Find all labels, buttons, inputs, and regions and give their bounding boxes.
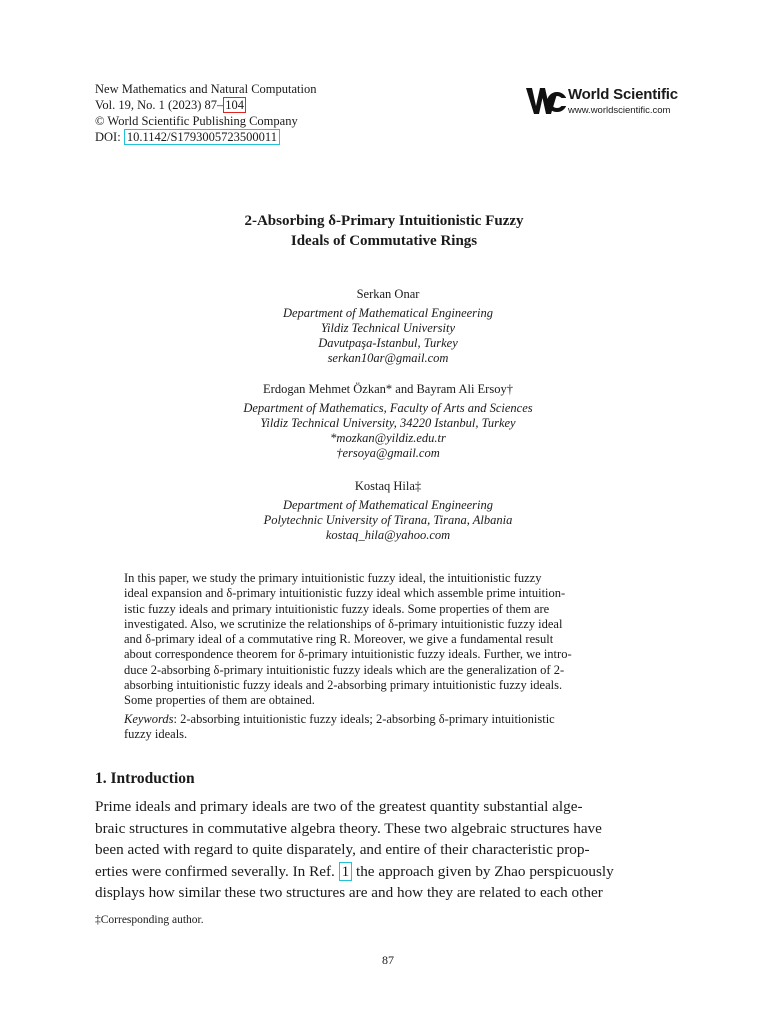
page-number: 87 [382, 953, 394, 967]
introduction-text [95, 796, 684, 904]
logo-name: World Scientific [568, 86, 678, 103]
title-line-2: Ideals of Commutative Rings [290, 233, 478, 249]
affiliation-line: Department of Mathematics, Faculty of Arts and Sciences [243, 401, 533, 415]
journal-copyright: © World Scientific Publishing Company [95, 114, 298, 128]
title-line-1: 2-Absorbing δ-Primary Intuitionistic Fuzzy [244, 213, 524, 229]
paper-title [0, 211, 768, 251]
keywords-text: : 2-absorbing intuitionistic fuzzy ideals; 2-absorbing δ-primary intuitionistic [173, 712, 555, 726]
doi-link[interactable]: 10.1142/S1793005723500011 [124, 129, 280, 145]
doi-label: DOI: [95, 130, 124, 144]
journal-doi [95, 129, 316, 145]
abstract-line: ideal expansion and δ-primary intuitionistic fuzzy ideal which assemble prime intuition- [124, 586, 566, 601]
affiliation-line: Department of Mathematical Engineering [282, 306, 494, 320]
section-heading: 1. Introduction [95, 770, 195, 787]
abstract-line: investigated. Also, we scrutinize the relationships of δ-primary intuitionistic fuzzy ideal [124, 616, 563, 631]
affiliation-line: Yildiz Technical University [320, 321, 456, 335]
journal-info [95, 81, 316, 145]
author-block-3 [0, 479, 768, 543]
author-email[interactable]: †ersoya@gmail.com [336, 446, 440, 460]
keywords-line-2: fuzzy ideals. [124, 727, 188, 742]
body-line-suffix: the approach given by Zhao perspicuously [352, 862, 614, 880]
journal-volume [95, 97, 316, 113]
end-page-link[interactable]: 104 [225, 98, 244, 112]
affiliation-line: Department of Mathematical Engineering [282, 498, 494, 512]
abstract-line: absorbing intuitionistic fuzzy ideals and 2-absorbing primary intuitionistic fuzzy ideals. [124, 678, 563, 693]
author-names: Kostaq Hila‡ [354, 479, 422, 493]
abstract-line: In this paper, we study the primary intuitionistic fuzzy ideal, the intuitionistic fuzzy [124, 571, 542, 585]
world-scientific-logo-icon [524, 84, 566, 118]
publisher-logo [524, 84, 694, 120]
body-line: Prime ideals and primary ideals are two of the greatest quantity substantial alge- [95, 798, 583, 815]
journal-name: New Mathematics and Natural Computation [95, 82, 317, 96]
volume-prefix: Vol. 19, No. 1 (2023) 87– [95, 98, 224, 112]
affiliation-line: Yildiz Technical University, 34220 Istanbul, Turkey [260, 416, 516, 430]
footnote: ‡Corresponding author. [95, 914, 204, 926]
abstract-line: and δ-primary ideal of a commutative ring R. Moreover, we give a fundamental result [124, 632, 554, 647]
reference-link[interactable]: 1 [339, 862, 353, 881]
abstract-line: Some properties of them are obtained. [124, 693, 315, 708]
author-names: Serkan Onar [356, 287, 420, 301]
keywords-label: Keywords [124, 712, 174, 726]
author-names: Erdogan Mehmet Özkan* and Bayram Ali Ersoy† [263, 382, 513, 396]
body-line-prefix: erties were confirmed severally. In Ref. [95, 862, 339, 880]
body-line: braic structures in commutative algebra theory. These two algebraic structures have [95, 819, 602, 837]
author-email[interactable]: *mozkan@yildiz.edu.tr [330, 431, 446, 445]
keywords-line-1 [124, 712, 654, 727]
affiliation-line: Davutpaşa-Istanbul, Turkey [318, 336, 458, 350]
abstract-line: about correspondence theorem for δ-primary intuitionistic fuzzy ideals. Further, we intro- [124, 647, 572, 662]
body-line: been acted with regard to quite disparately, and entire of their characteristic prop- [95, 841, 590, 859]
abstract-line: duce 2-absorbing δ-primary intuitionistic fuzzy ideals which are the generalization of 2- [124, 662, 565, 677]
keywords [124, 712, 654, 743]
author-email[interactable]: kostaq_hila@yahoo.com [325, 528, 451, 542]
body-line: displays how similar these two structures are and how they are related to each other [95, 884, 603, 902]
author-block-2 [0, 382, 768, 461]
body-line [95, 861, 684, 883]
abstract-line: istic fuzzy ideals and primary intuitionistic fuzzy ideals. Some properties of them are [124, 601, 550, 616]
author-email[interactable]: serkan10ar@gmail.com [327, 351, 449, 365]
logo-url: www.worldscientific.com [568, 105, 671, 116]
affiliation-line: Polytechnic University of Tirana, Tirana, Albania [263, 513, 513, 527]
abstract [124, 571, 654, 709]
author-block-1 [0, 287, 768, 366]
